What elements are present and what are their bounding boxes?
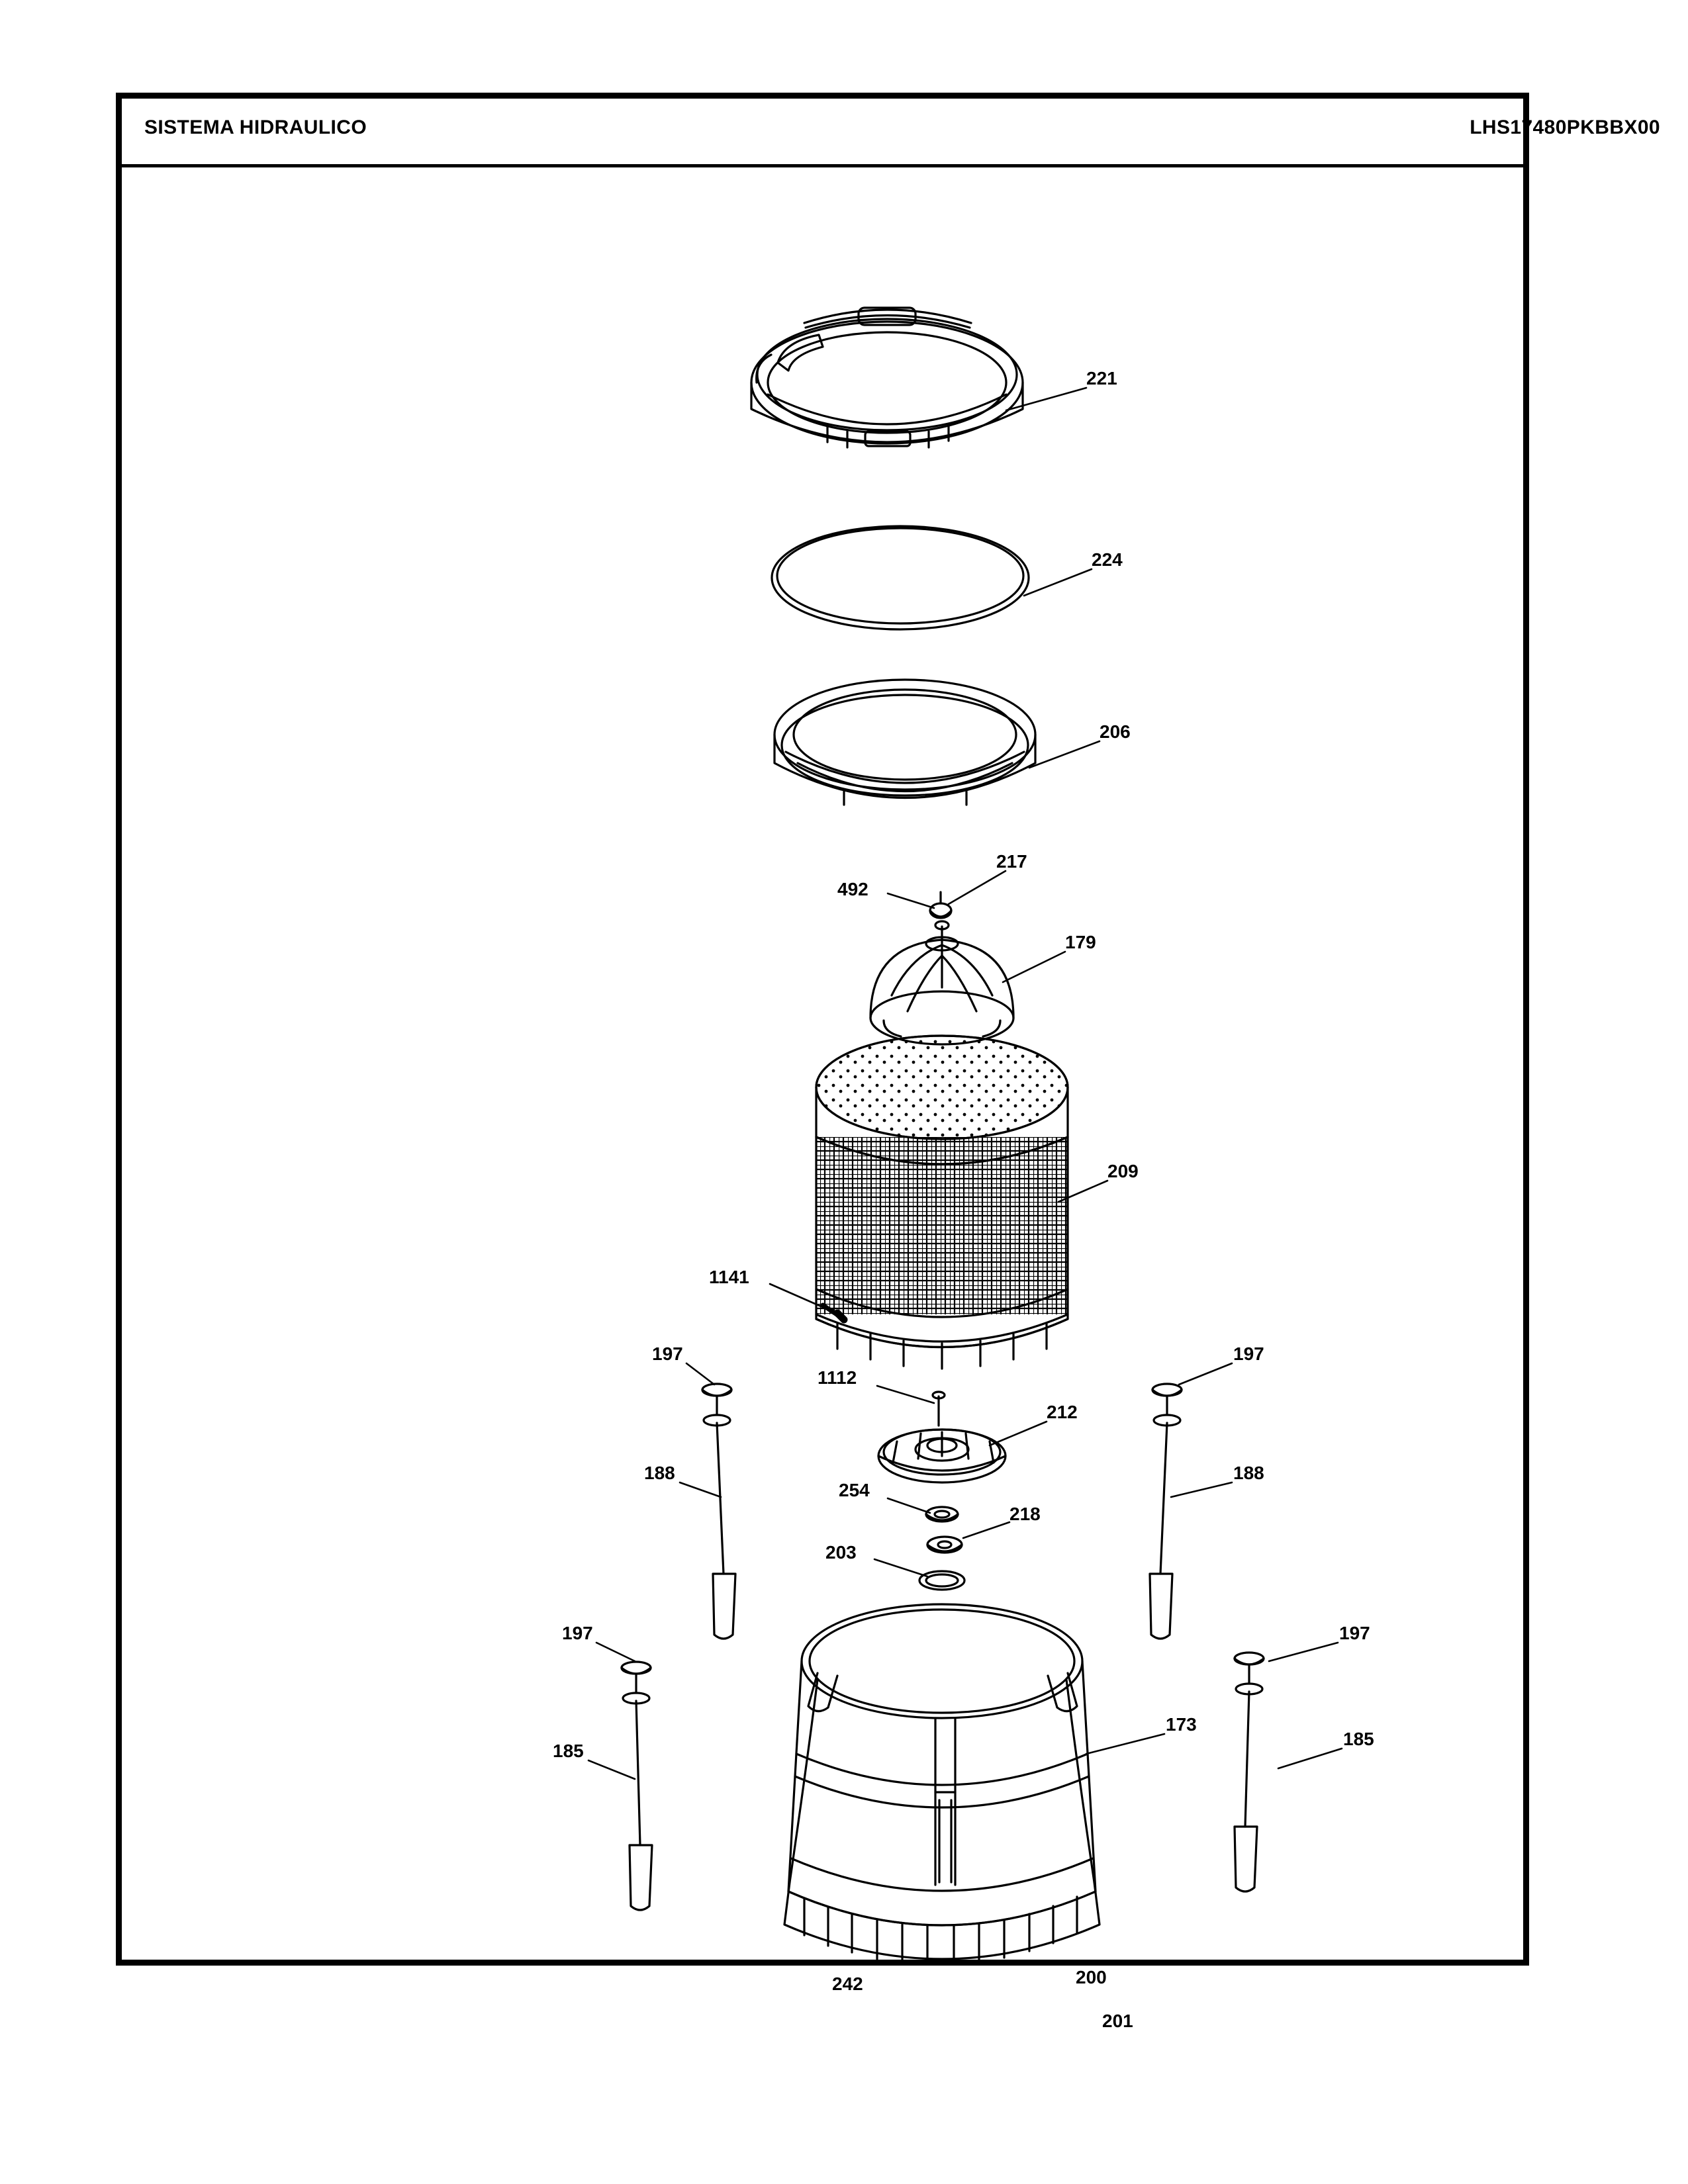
part-suspension-rod-lower-left bbox=[622, 1662, 652, 1910]
part-tub-cover-ring bbox=[751, 308, 1023, 447]
part-seal-ring bbox=[919, 1571, 964, 1590]
part-suspension-rod-lower-right bbox=[1235, 1653, 1264, 1891]
part-suspension-rod-upper-right bbox=[1150, 1384, 1182, 1639]
callout-492: 492 bbox=[837, 879, 868, 899]
part-suspension-rod-upper-left bbox=[702, 1384, 735, 1639]
page-title: SISTEMA HIDRAULICO bbox=[144, 116, 367, 138]
model-number: LHS17480PKBBX00 bbox=[1470, 116, 1660, 138]
callout-188-right: 188 bbox=[1233, 1463, 1264, 1483]
callout-173: 173 bbox=[1166, 1714, 1197, 1735]
callout-185-right: 185 bbox=[1343, 1729, 1374, 1749]
callout-206: 206 bbox=[1100, 721, 1131, 742]
callout-1112: 1112 bbox=[818, 1367, 857, 1388]
callout-201: 201 bbox=[1102, 2011, 1133, 2031]
callout-197-lower-right: 197 bbox=[1339, 1623, 1370, 1643]
callout-221: 221 bbox=[1086, 368, 1117, 388]
part-basket-drive-hub bbox=[878, 1430, 1006, 1482]
callout-218: 218 bbox=[1009, 1504, 1041, 1524]
part-outer-tub bbox=[784, 1604, 1100, 1964]
exploded-view-drawing bbox=[116, 164, 1529, 2031]
callout-197-lower-left: 197 bbox=[562, 1623, 593, 1643]
part-washer-flat bbox=[926, 1507, 958, 1522]
part-tub-ring-seal bbox=[772, 526, 1029, 629]
callout-179: 179 bbox=[1065, 932, 1096, 952]
callout-1141: 1141 bbox=[709, 1267, 749, 1287]
callout-185-left: 185 bbox=[553, 1741, 584, 1761]
callout-242: 242 bbox=[832, 1974, 863, 1994]
part-screw-hub bbox=[933, 1392, 945, 1426]
part-nut-hub bbox=[927, 1537, 962, 1553]
callout-203: 203 bbox=[825, 1542, 857, 1563]
part-cap-nut bbox=[930, 903, 951, 918]
callout-197-upper-left: 197 bbox=[652, 1343, 683, 1364]
callout-217: 217 bbox=[996, 851, 1027, 872]
callout-254: 254 bbox=[839, 1480, 870, 1500]
callout-212: 212 bbox=[1047, 1402, 1078, 1422]
parts-illustration bbox=[116, 164, 1529, 1966]
callout-188-left: 188 bbox=[644, 1463, 675, 1483]
part-agitator-cap-dome bbox=[870, 921, 1013, 1044]
callout-197-upper-right: 197 bbox=[1233, 1343, 1264, 1364]
callout-200: 200 bbox=[1076, 1967, 1107, 1987]
part-wash-basket bbox=[816, 1036, 1068, 1369]
part-tub-ring bbox=[774, 680, 1035, 805]
callout-209: 209 bbox=[1107, 1161, 1139, 1181]
callout-224: 224 bbox=[1092, 549, 1123, 570]
